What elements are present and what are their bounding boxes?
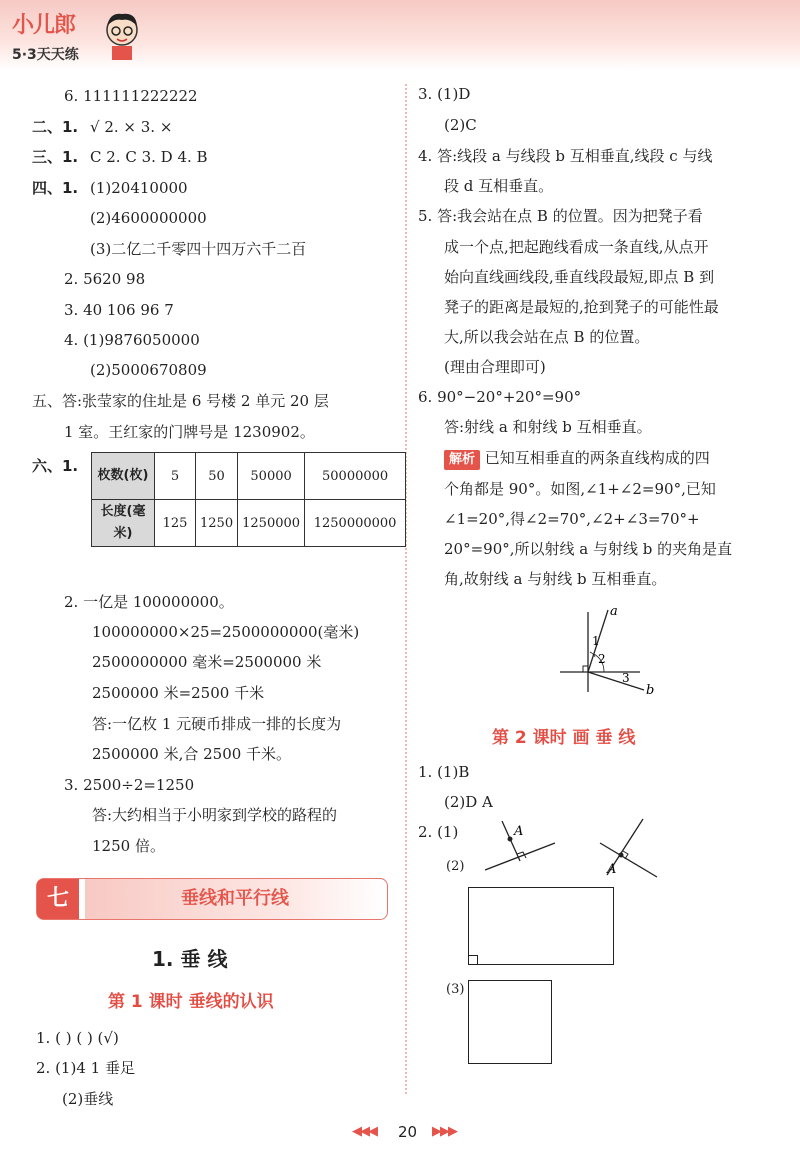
answer-line: 个角都是 90°。如图,∠1+∠2=90°,已知 — [444, 480, 716, 498]
answer-line: 4. (1)9876050000 — [64, 331, 200, 349]
answer-line: 20°=90°,所以射线 a 与射线 b 的夹角是直 — [444, 540, 733, 558]
answer-line: (2) — [446, 859, 465, 874]
answer-line: 答:射线 a 和射线 b 互相垂直。 — [444, 418, 652, 436]
answer-table — [91, 452, 406, 547]
table-cell: 1250000 — [238, 500, 305, 547]
answer-line: 始向直线画线段,垂直线段最短,即点 B 到 — [444, 268, 715, 286]
answer-line: (2)5000670809 — [90, 361, 207, 379]
page-next-arrows: ▶▶▶ — [432, 1124, 456, 1139]
table-cell: 1250 — [196, 500, 238, 547]
answer-line: 2. 一亿是 100000000。 — [64, 593, 234, 611]
answer-line: 大,所以我会站在点 B 的位置。 — [444, 328, 650, 346]
right-angle-mark — [469, 955, 478, 964]
lesson-title: 第 1 课时 垂线的认识 — [108, 992, 274, 1012]
analysis-badge: 解析 — [444, 450, 480, 470]
answer-line: 答:大约相当于小明家到学校的路程的 — [92, 806, 338, 824]
table-cell: 50000 — [238, 453, 305, 500]
answer-line: C 2. C 3. D 4. B — [90, 148, 208, 166]
angle-label: 2 — [598, 652, 606, 666]
answer-line: 答:一亿枚 1 元硬币排成一排的长度为 — [92, 715, 342, 733]
answer-line: (理由合理即可) — [444, 358, 546, 376]
ray-label-b: b — [646, 683, 655, 698]
angle-label: 3 — [622, 671, 630, 685]
answer-line: 2. (1) — [418, 823, 459, 841]
answer-line: 1. ( ) ( ) (√) — [36, 1029, 119, 1047]
perpendicular-figure-2 — [595, 815, 665, 880]
section-label: 二、1. — [32, 118, 79, 136]
brand-logo: 小儿郎 — [12, 13, 76, 38]
answer-line: 2500000 米,合 2500 千米。 — [92, 745, 292, 763]
answer-line: (2)垂线 — [62, 1090, 114, 1108]
answer-line: 段 d 互相垂直。 — [444, 177, 554, 195]
table-cell: 50 — [196, 453, 238, 500]
answer-line: 五、答:张莹家的住址是 6 号楼 2 单元 20 层 — [32, 392, 329, 410]
chapter-number: 七 — [37, 879, 79, 919]
chapter-title: 垂线和平行线 — [85, 879, 385, 919]
table-cell: 1250000000 — [305, 500, 406, 547]
answer-line: (3)二亿二千零四十四万六千二百 — [90, 240, 307, 258]
section-label: 三、1. — [32, 148, 79, 166]
column-divider — [405, 84, 407, 1094]
answer-line: 2. (1)4 1 垂足 — [36, 1059, 135, 1077]
page-number: 20 — [398, 1123, 418, 1141]
angle-label: 1 — [592, 634, 600, 648]
answer-line: 1. (1)B — [418, 763, 470, 781]
page-prev-arrows: ◀◀◀ — [352, 1124, 376, 1139]
table-cell: 5 — [155, 453, 196, 500]
answer-line: (2)C — [444, 116, 477, 134]
answer-line: √ 2. × 3. × — [90, 118, 173, 136]
table-cell: 125 — [155, 500, 196, 547]
answer-line: 2. 5620 98 — [64, 270, 146, 288]
answer-line: 2500000000 毫米=2500000 米 — [92, 653, 322, 671]
rectangle-figure — [468, 887, 614, 965]
ray-label-a: a — [610, 604, 618, 619]
answer-line: 1250 倍。 — [92, 837, 165, 855]
answer-line: 5. 答:我会站在点 B 的位置。因为把凳子看 — [418, 207, 703, 225]
header-band — [0, 0, 800, 70]
square-figure — [468, 980, 552, 1064]
answer-line: 100000000×25=2500000000(毫米) — [92, 623, 360, 641]
answer-line: 已知互相垂直的两条直线构成的四 — [484, 449, 710, 467]
brand-subtitle: 5·3天天练 — [12, 47, 79, 63]
answer-line: ∠1=20°,得∠2=70°,∠2+∠3=70°+ — [444, 510, 700, 528]
answer-line: 4. 答:线段 a 与线段 b 互相垂直,线段 c 与线 — [418, 147, 713, 165]
table-header-cell: 长度(毫米) — [92, 500, 155, 547]
perpendicular-figure-1 — [480, 815, 560, 875]
answer-line: 3. 2500÷2=1250 — [64, 776, 195, 794]
answer-line: 2500000 米=2500 千米 — [92, 684, 265, 702]
answer-line: 3. (1)D — [418, 85, 471, 103]
mascot-icon — [100, 10, 144, 62]
answer-line: 1 室。王红家的门牌号是 1230902。 — [64, 423, 315, 441]
section-title: 1. 垂 线 — [152, 947, 228, 971]
answer-line: 6. 90°−20°+20°=90° — [418, 388, 582, 406]
section-label: 六、1. — [32, 457, 79, 475]
point-label: A — [607, 862, 617, 877]
table-header-cell: 枚数(枚) — [92, 453, 155, 500]
answer-line: 3. 40 106 96 7 — [64, 301, 174, 319]
point-label: A — [514, 824, 524, 839]
answer-line: 成一个点,把起跑线看成一条直线,从点开 — [444, 238, 709, 256]
answer-line: (1)20410000 — [90, 179, 188, 197]
answer-line: (2)4600000000 — [90, 209, 207, 227]
answer-line: (3) — [446, 982, 465, 997]
answer-line: (2)D A — [444, 793, 493, 811]
answer-line: 凳子的距离是最短的,抢到凳子的可能性最 — [444, 298, 719, 316]
answer-line: 6. 111111222222 — [64, 87, 198, 105]
chapter-banner — [36, 878, 388, 920]
table-cell: 50000000 — [305, 453, 406, 500]
answer-line: 角,故射线 a 与射线 b 互相垂直。 — [444, 570, 667, 588]
section-label: 四、1. — [32, 179, 79, 197]
angle-diagram — [550, 600, 670, 700]
lesson-title: 第 2 课时 画 垂 线 — [492, 728, 636, 748]
